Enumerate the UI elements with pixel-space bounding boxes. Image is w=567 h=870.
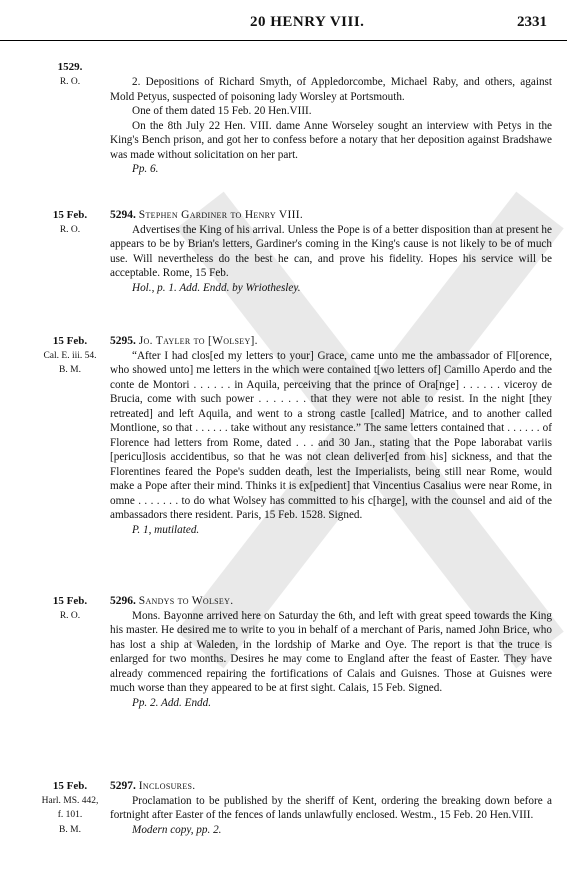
margin-source: Cal. E. iii. 54.: [43, 350, 97, 361]
entry-margin: [30, 208, 110, 237]
entry-body: [110, 594, 552, 710]
margin-source: R. O.: [59, 76, 81, 87]
entry-paragraph: One of them dated 15 Feb. 20 Hen.VIII.: [132, 105, 312, 117]
entry-note: Modern copy, pp. 2.: [132, 823, 222, 836]
entry-margin: [30, 779, 110, 837]
margin-source: B. M.: [59, 824, 81, 835]
running-title: 20 HENRY VIII.: [250, 14, 365, 30]
entry-title: Stephen Gardiner to Henry VIII.: [138, 209, 304, 221]
margin-source: R. O.: [59, 224, 81, 235]
margin-source: Harl. MS. 442,: [41, 795, 99, 806]
entry-number: 5297.: [110, 780, 136, 792]
entry-number: 5296.: [110, 595, 136, 607]
entry-body: [110, 334, 552, 537]
page-number: 2331: [517, 14, 547, 30]
entry-body: [110, 779, 552, 837]
entry-note: Pp. 6.: [132, 163, 159, 175]
entry-body: [110, 75, 552, 177]
entry-title: Sandys to Wolsey.: [138, 595, 234, 607]
entry-paragraph: 2. Depositions of Richard Smyth, of Appledorcombe, Michael Raby, and others, against Mold Petyus, suspected of poisoning lady Worsley at Portsmouth.: [110, 76, 552, 103]
entry-title: Jo. Tayler to [Wolsey].: [138, 335, 258, 347]
entry-heading: [110, 334, 552, 349]
entry-note: P. 1, mutilated.: [132, 523, 200, 536]
margin-source: f. 101.: [57, 810, 83, 820]
entry-margin: [30, 594, 110, 623]
entry-heading: [110, 779, 552, 794]
entry-note: Hol., p. 1. Add. Endd. by Wriothesley.: [132, 281, 301, 294]
entry-note: Pp. 2. Add. Endd.: [132, 696, 212, 709]
margin-source: B. M.: [59, 365, 81, 375]
entry-paragraph: Advertises the King of his arrival. Unless the Pope is of a better disposition than at present he appears to be by Brian's letters, Gardiner's coming in the King's cause is not likely to be of much use. Will nevertheless do the best he can, and prove his fidelity. Hopes his service will be acceptable. Rome, 15 Feb.: [110, 223, 552, 279]
page-header: [0, 0, 567, 41]
margin-date: 15 Feb.: [52, 595, 88, 607]
entry-heading: [110, 594, 552, 609]
margin-source: R. O.: [59, 610, 81, 621]
entry-number: 5295.: [110, 335, 136, 347]
entry-title: Inclosures.: [138, 780, 196, 792]
margin-date: 15 Feb.: [52, 335, 88, 347]
entry-paragraph: On the 8th July 22 Hen. VIII. dame Anne Worseley sought an interview with Petys in the King's Bench prison, and got her to confess before a notary that her deposition against Bradshawe was made without solicitation on her part.: [110, 119, 552, 161]
margin-date: 15 Feb.: [52, 209, 88, 221]
margin-date: 15 Feb.: [52, 780, 88, 792]
entry-paragraph: Proclamation to be published by the sheriff of Kent, ordering the breaking down before a fortnight after Easter of the fences of lands unlawfully enclosed. Westm., 15 Feb. 20 Hen.VIII.: [110, 794, 552, 821]
entry-heading: [110, 208, 552, 223]
entry-paragraph: “After I had clos[ed my letters to your] Grace, came unto me the ambassador of Fl[orence, who showed unto] me letters in the which were contained t[wo letters of] Camillo Aperdo and the conte de Montori . . . . . . in Aquila, perceiving that the prince of Ora[nge] . . . . . . viceroy de Brucia, come with such power . . . . . . . that they were not able to resist. In the night [they retreated] and left Aquila, and went to a strong castle [called] Matrice, and to another called Montlione, so that . . . . . . take without any resistance.” The same letters contained that . . . . . . of Florence had letters from Rome, dated . . . and 30 Jan., stating that the Pope laborabat variis [pericu]losis accidentibus, so that he was not clean deliver[ed from his] sickness, and that the Florentines feared the Pope's sudden death, lest the Imperialists, being still near Rome, would make a Pope after their mind. Thinks it is ex[pedient] that Vincentius Casalius were near Rome, in omne . . . . . . . to do what Wolsey has committed to his c[harge], with the counsel and aid of the ambassadors there resident. Paris, 15 Feb. 1528. Signed.: [110, 349, 552, 521]
entry-number: 5294.: [110, 209, 136, 221]
entry-margin: [30, 334, 110, 378]
entry-paragraph: Mons. Bayonne arrived here on Saturday the 6th, and left with great speed towards the King his master. He desired me to write to you in behalf of a merchant of Paris, named John Brice, who has lost a ship at Waleden, in the lordship of Marke and Oye. The report is that the truce is enlarged for two months. Desires he may come to England after the feast of Easter. They have already commenced repairing the fortifications of Calais and Guisnes. Those at Guisnes were much worse than they appeared to be at first sight. Calais, 15 Feb. Signed.: [110, 609, 552, 694]
entry-margin: [30, 60, 110, 89]
margin-year: 1529.: [57, 61, 83, 73]
entry-body: [110, 208, 552, 295]
